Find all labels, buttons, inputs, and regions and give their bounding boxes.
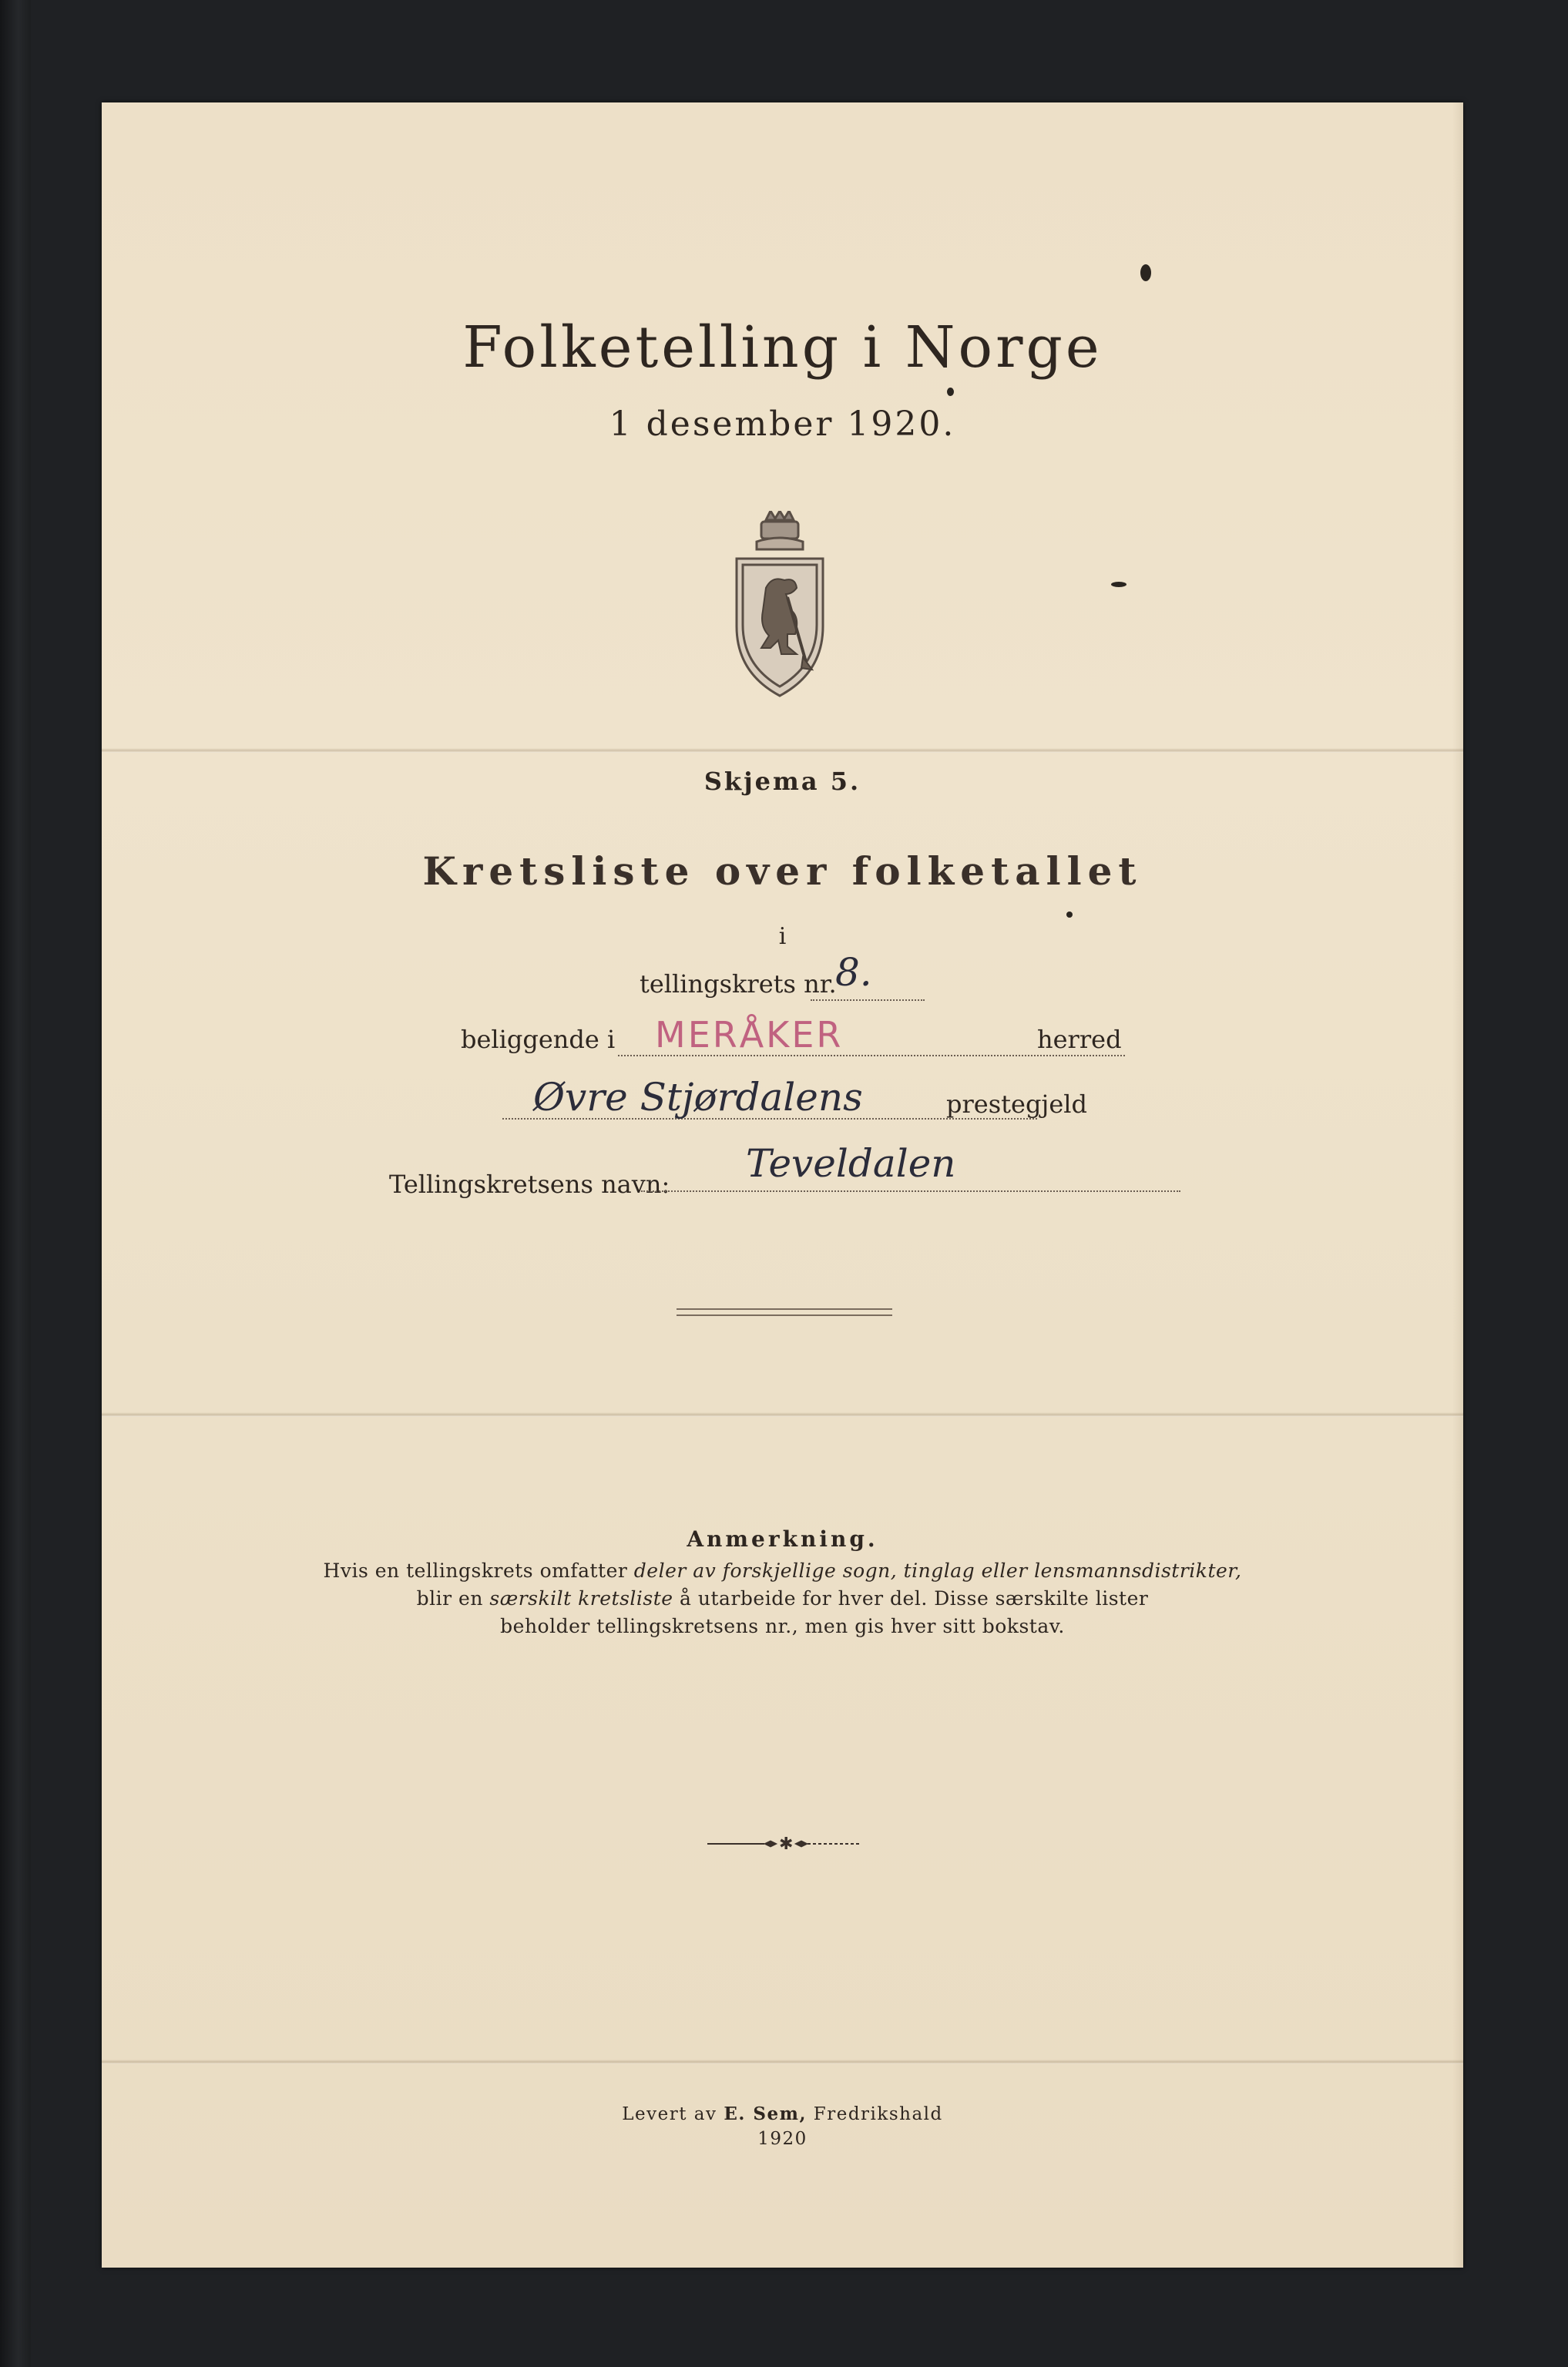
decorative-divider-ornament <box>703 1836 865 1852</box>
ink-speck <box>947 388 954 396</box>
district-number-line <box>811 999 925 1001</box>
list-title: Kretsliste over folketallet <box>422 848 1143 894</box>
note-text <box>102 1557 1463 1640</box>
note-heading: Anmerkning. <box>687 1526 878 1552</box>
printer-prefix: Levert av <box>622 2104 724 2124</box>
paper-fold <box>102 748 1463 753</box>
municipality-suffix: herred <box>1037 1025 1122 1054</box>
district-number-label: tellingskrets nr. <box>640 969 837 999</box>
note-text-plain: blir en <box>416 1587 490 1610</box>
svg-text:✱: ✱ <box>779 1836 794 1852</box>
paper-fold <box>102 1412 1463 1417</box>
note-text-italic: deler av forskjellige sogn, tinglag eller lensmannsdistrikter, <box>633 1560 1242 1582</box>
printer-credit <box>102 2102 1463 2151</box>
preposition: i <box>778 923 787 950</box>
ink-speck <box>1066 912 1073 918</box>
paper-fold <box>102 2060 1463 2064</box>
printer-name: E. Sem, <box>724 2103 807 2124</box>
section-divider <box>677 1308 892 1316</box>
district-number-value: 8. <box>835 950 872 995</box>
district-name-value: Teveldalen <box>746 1141 956 1186</box>
schema-number: Skjema 5. <box>703 767 861 796</box>
ink-speck <box>1140 264 1151 281</box>
printer-year: 1920 <box>757 2129 808 2149</box>
note-text-plain: Hvis en tellingskrets omfatter <box>323 1560 634 1582</box>
parish-value: Øvre Stjørdalens <box>533 1075 863 1120</box>
document-title: Folketelling i Norge <box>462 314 1103 381</box>
municipality-stamp: MERÅKER <box>655 1014 844 1056</box>
note-line-2 <box>102 1585 1463 1613</box>
note-text-plain: å utarbeide for hver del. Disse særskilte lister <box>673 1587 1149 1610</box>
note-line-3: beholder tellingskretsens nr., men gis hver sitt bokstav. <box>500 1615 1065 1637</box>
printer-line <box>102 2102 1463 2127</box>
note-line-1 <box>102 1557 1463 1585</box>
printer-place: Fredrikshald <box>806 2104 943 2124</box>
district-name-label: Tellingskretsens navn: <box>389 1170 670 1199</box>
census-date: 1 desember 1920. <box>609 405 956 444</box>
norwegian-coat-of-arms-icon <box>726 511 834 700</box>
binder-edge <box>0 0 31 2367</box>
note-text-italic: særskilt kretsliste <box>489 1587 673 1610</box>
ink-speck <box>1111 582 1126 587</box>
parish-suffix: prestegjeld <box>946 1089 1087 1119</box>
located-label: beliggende i <box>461 1025 616 1054</box>
district-name-line <box>641 1190 1180 1192</box>
census-form-sheet <box>102 102 1463 2268</box>
